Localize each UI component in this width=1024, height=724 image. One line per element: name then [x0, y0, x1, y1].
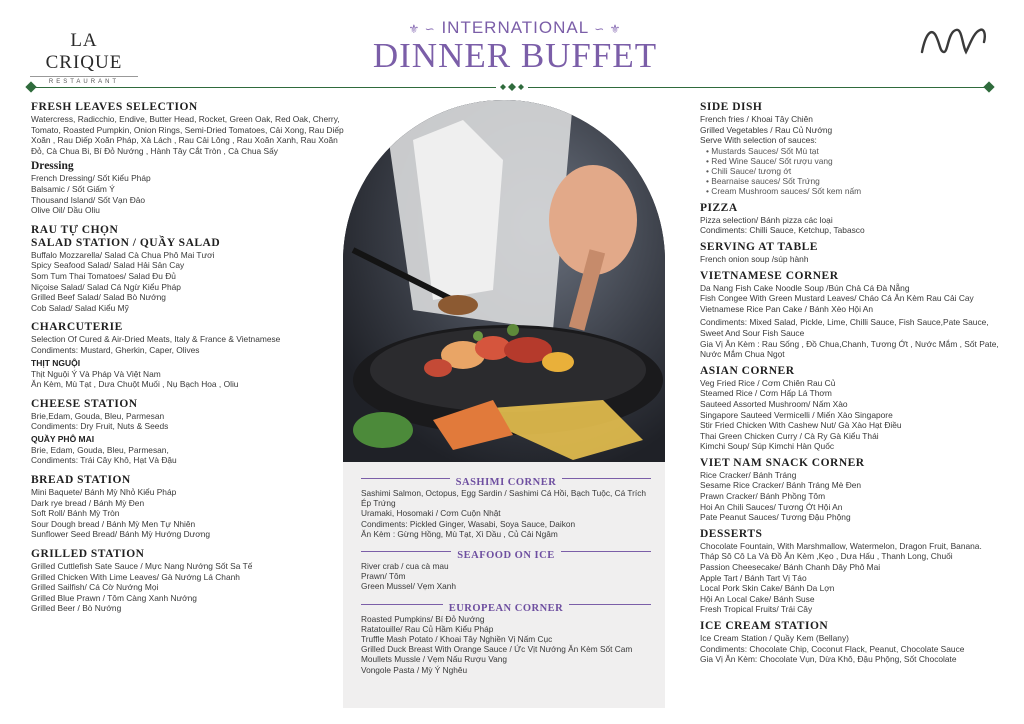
menu-item: Balsamic / Sốt Giấm Ý: [31, 183, 115, 194]
menu-item: Veg Fried Rice / Cơm Chiên Rau Củ: [700, 377, 836, 388]
menu-item: Gia Vị Ăn Kèm : Rau Sống , Đồ Chua,Chanh, Tương Ớt , Nước Mắm , Sốt Pate, Nước Mắm Chua Ngọt: [700, 338, 999, 360]
menu-item: Truffle Mash Potato / Khoai Tây Nghiền Vị Nấm Cục: [361, 634, 553, 645]
menu-item: Uramaki, Hosomaki / Cơm Cuộn Nhật: [361, 508, 501, 519]
menu-item: Apple Tart / Bánh Tart Vị Táo: [700, 572, 807, 583]
menu-item: Ratatouille/ Rau Củ Hầm Kiểu Pháp: [361, 623, 494, 634]
section-title: SALAD STATION / QUẦY SALAD: [31, 236, 221, 249]
menu-item: Som Tum Thai Tomatoes/ Salad Đu Đủ: [31, 270, 176, 281]
menu-item: Local Pork Skin Cake/ Bánh Da Lợn: [700, 583, 835, 594]
menu-item: Moullets Mussle / Vẹm Nấu Rượu Vang: [361, 654, 507, 665]
menu-item: Brie, Edam, Gouda, Bleu, Parmesan,: [31, 444, 169, 455]
menu-item: Rice Cracker/ Bánh Tráng: [700, 469, 797, 480]
section-title: FRESH LEAVES SELECTION: [31, 101, 198, 113]
chef-cooking-photo: [343, 100, 665, 462]
section-title: VIET NAM SNACK CORNER: [700, 456, 865, 469]
menu-item: Chocolate Fountain, With Marshmallow, Watermelon, Dragon Fruit, Banana.: [700, 540, 982, 551]
menu-item: French onion soup /súp hành: [700, 253, 809, 264]
menu-item: French Dressing/ Sốt Kiểu Pháp: [31, 173, 151, 184]
menu-item: Thai Green Chicken Curry / Cà Ry Gà Kiểu Thái: [700, 430, 879, 441]
menu-item: Pate Peanut Sauces/ Tương Đậu Phộng: [700, 512, 851, 523]
sauce-item: • Cream Mushroom sauces/ Sốt kem nấm: [700, 186, 1000, 196]
menu-item: Fish Congee With Green Mustard Leaves/ Cháo Cá Ăn Kèm Rau Cải Cay: [700, 293, 974, 304]
menu-item: Grilled Cuttlefish Sate Sauce / Mực Nang Nướng Sốt Sa Tế: [31, 561, 253, 572]
menu-item: Passion Cheesecake/ Bánh Chanh Dây Phô Mai: [700, 562, 881, 573]
menu-item: Grilled Chicken With Lime Leaves/ Gà Nướng Lá Chanh: [31, 571, 240, 582]
left-column: [31, 101, 351, 614]
section-title: GRILLED STATION: [31, 548, 145, 561]
menu-item: Stir Fried Chicken With Cashew Nut/ Gà Xào Hạt Điều: [700, 420, 902, 431]
subsection-title: THỊT NGUỘI: [31, 357, 81, 368]
menu-item: Tháp Sô Cô La Và Đồ Ăn Kèm ,Kẹo , Dưa Hấu , Thanh Long, Chuối: [700, 551, 953, 562]
section-title: RAU TỰ CHỌN: [31, 223, 119, 236]
center-column: [343, 100, 665, 708]
menu-item: Condiments: Pickled Ginger, Wasabi, Soya Sauce, Daikon: [361, 518, 576, 529]
menu-item: Condiments: Trái Cây Khô, Hạt Và Đậu: [31, 455, 177, 466]
sauce-item: • Mustards Sauces/ Sốt Mù tạt: [700, 146, 1000, 156]
flourish-right-icon: ∽ ⚜︎: [594, 22, 622, 36]
menu-item: Ăn Kèm, Mù Tạt , Dưa Chuột Muối , Nụ Bạch Hoa , Oliu: [31, 379, 239, 390]
right-column: [700, 101, 1000, 665]
menu-item: Steamed Rice / Cơm Hấp Lá Thơm: [700, 388, 832, 399]
section-title: PIZZA: [700, 201, 738, 214]
section-title: Dressing: [31, 160, 74, 173]
menu-item: Grilled Duck Breast With Orange Sauce / Ức Vịt Nướng Ăn Kèm Sốt Cam: [361, 644, 633, 655]
menu-item: Watercress, Radicchio, Endive, Butter Head, Rocket, Green Oak, Red Oak, Cherry, Tomato, Roasted Pumpkin, Onion Rings, Semi-Dried Tomatoes, Cải Xong, Rau Diếp Xoăn , Rau Diếp Xoăn Pháp, Xà Lách , Rau Cải Lông , Rau Xoăn Xanh, Rau Xoăn Đỏ, Cà Chua Bi, Bí Đỏ Nướng , Hành Tây Cắt Tròn , Cà Chua Sấy: [31, 114, 344, 156]
menu-item: Thịt Nguội Ý Và Pháp Và Việt Nam: [31, 368, 161, 379]
section-title: EUROPEAN CORNER: [443, 603, 570, 614]
food-pan-illustration: [343, 100, 665, 462]
logo-sub: RESTAURANT: [30, 76, 138, 85]
logo-name: LA CRIQUE: [45, 30, 123, 73]
menu-item: Dark rye bread / Bánh Mỳ Đen: [31, 497, 145, 508]
menu-item: Singapore Sauteed Vermicelli / Miến Xào Singapore: [700, 409, 893, 420]
menu-item: Niçoise Salad/ Salad Cá Ngừ Kiểu Pháp: [31, 281, 181, 292]
menu-item: Da Nang Fish Cake Noodle Soup /Bún Chả Cá Đà Nẵng: [700, 282, 910, 293]
menu-item: Prawn/ Tôm: [361, 571, 406, 582]
menu-item: Grilled Beef Salad/ Salad Bò Nướng: [31, 292, 166, 303]
section-title: ASIAN CORNER: [700, 364, 795, 377]
menu-item: Selection Of Cured & Air-Dried Meats, Italy & France & Vietnamese: [31, 334, 281, 345]
menu-item: Vongole Pasta / Mỳ Ý Nghêu: [361, 664, 468, 675]
sauce-item: • Red Wine Sauce/ Sốt rượu vang: [700, 156, 1000, 166]
section-title: DESSERTS: [700, 527, 763, 540]
menu-item: Hội An Local Cake/ Bánh Suse: [700, 593, 815, 604]
section-title: CHEESE STATION: [31, 397, 138, 410]
menu-item: Grilled Vegetables / Rau Củ Nướng: [700, 124, 833, 135]
menu-item: Soft Roll/ Bánh Mỳ Tròn: [31, 508, 120, 519]
menu-item: Grilled Blue Prawn / Tôm Càng Xanh Nướng: [31, 592, 197, 603]
sauce-item: • Bearnaise sauces/ Sốt Trứng: [700, 176, 1000, 186]
restaurant-logo: [30, 30, 138, 85]
section-title: VIETNAMESE CORNER: [700, 269, 839, 282]
section-title: CHARCUTERIE: [31, 321, 123, 334]
menu-item: Condiments: Mustard, Gherkin, Caper, Olives: [31, 344, 200, 355]
menu-item: Ăn Kèm : Gừng Hồng, Mù Tạt, Xì Dầu , Củ Cải Ngâm: [361, 528, 558, 539]
menu-item: Sunflower Seed Bread/ Bánh Mỳ Hướng Dương: [31, 529, 211, 540]
menu-item: Spicy Seafood Salad/ Salad Hải Sản Cay: [31, 260, 185, 271]
section-title: ICE CREAM STATION: [700, 620, 829, 632]
menu-item: Pizza selection/ Bánh pizza các loại: [700, 214, 833, 225]
menu-item: Condiments: Mixed Salad, Pickle, Lime, Chilli Sauce, Fish Sauce,Pate Sauce, Sweet And Sour Fish Sauce: [700, 317, 989, 338]
title-line-1: INTERNATIONAL: [441, 18, 589, 37]
menu-item: Condiments: Dry Fruit, Nuts & Seeds: [31, 421, 169, 432]
menu-item: Grilled Sailfish/ Cá Cờ Nướng Mọi: [31, 582, 159, 593]
section-title: SIDE DISH: [700, 101, 763, 113]
flourish-left-icon: ⚜︎ ∽: [408, 22, 436, 36]
page-title: [360, 18, 670, 74]
section-title: SASHIMI CORNER: [450, 477, 563, 488]
menu-item: Green Mussel/ Vẹm Xanh: [361, 581, 456, 592]
sauce-item: • Chili Sauce/ tương ớt: [700, 166, 1000, 176]
menu-item: Sauteed Assorted Mushroom/ Nấm Xào: [700, 398, 848, 409]
menu-item: River crab / cua cà mau: [361, 561, 449, 572]
diamond-ornament-icon: [983, 81, 994, 92]
menu-item: Vietnamese Rice Pan Cake / Bánh Xèo Hội An: [700, 303, 874, 314]
menu-item: Sesame Rice Cracker/ Bánh Tráng Mè Đen: [700, 480, 862, 491]
menu-item: Ice Cream Station / Quầy Kem (Bellany): [700, 633, 849, 643]
menu-item: Buffalo Mozzarella/ Salad Cà Chua Phô Mai Tươi: [31, 249, 215, 260]
menu-item: Kimchi Soup/ Súp Kimchi Hàn Quốc: [700, 441, 835, 452]
menu-item: Olive Oil/ Dầu Oliu: [31, 205, 100, 216]
section-title: SEAFOOD ON ICE: [451, 550, 560, 561]
section-title: SERVING AT TABLE: [700, 240, 818, 253]
menu-item: Cob Salad/ Salad Kiểu Mỹ: [31, 302, 129, 313]
menu-item: Fresh Tropical Fruits/ Trái Cây: [700, 604, 813, 615]
menu-item: French fries / Khoai Tây Chiên: [700, 114, 813, 124]
menu-item: Brie,Edam, Gouda, Bleu, Parmesan: [31, 410, 165, 421]
menu-item: Thousand Island/ Sốt Vạn Đảo: [31, 194, 146, 205]
menu-item: Sour Dough bread / Bánh Mỳ Men Tự Nhiên: [31, 518, 196, 529]
title-line-2: DINNER BUFFET: [372, 36, 658, 75]
menu-item: Serve With selection of sauces:: [700, 135, 817, 146]
menu-item: Condiments: Chilli Sauce, Ketchup, Tabasco: [700, 225, 865, 236]
subsection-title: QUẦY PHÔ MAI: [31, 433, 95, 444]
section-title: BREAD STATION: [31, 474, 131, 487]
menu-item: Prawn Cracker/ Bánh Phồng Tôm: [700, 491, 826, 502]
menu-item: Hoi An Chili Sauces/ Tương Ớt Hội An: [700, 501, 843, 512]
menu-item: Sashimi Salmon, Octopus, Egg Sardin / Sashimi Cá Hồi, Bạch Tuộc, Cá Trích Ép Trứng: [361, 488, 646, 509]
m-monogram-icon: [918, 22, 990, 60]
menu-item: Roasted Pumpkins/ Bí Đỏ Nướng: [361, 613, 485, 624]
menu-item: Grilled Beer / Bò Nướng: [31, 603, 122, 614]
menu-item: Condiments: Chocolate Chip, Coconut Flack, Peanut, Chocolate Sauce: [700, 643, 965, 654]
diamond-ornament-icon: [496, 83, 528, 91]
menu-item: Mini Baquete/ Bánh Mỳ Nhỏ Kiểu Pháp: [31, 487, 177, 498]
corner-panel: [343, 462, 665, 708]
menu-item: Gia Vị Ăn Kèm: Chocolate Vụn, Dừa Khô, Đậu Phộng, Sốt Chocolate: [700, 654, 957, 665]
